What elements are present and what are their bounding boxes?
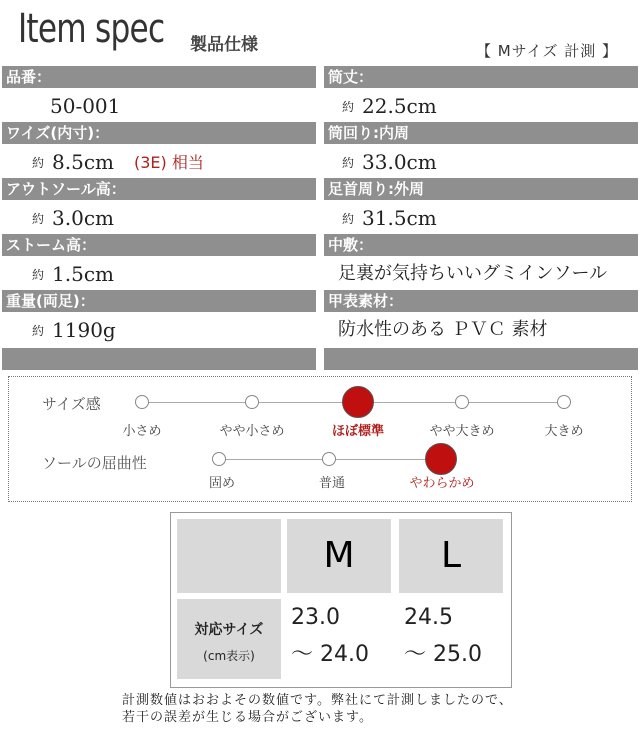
size-feel-option-label: 大きめ	[544, 424, 584, 439]
row-label: 対応サイズ	[194, 622, 264, 638]
size-range-to: ～ 24.0	[291, 642, 369, 667]
spec-value-text: 31.5cm	[362, 206, 437, 230]
footnote-line: 若干の誤差が生じる場合がございます。	[122, 710, 373, 725]
size-feel-label: サイズ感	[42, 395, 101, 413]
size-feel-option-dot	[455, 395, 469, 409]
spec-prefix: 約	[32, 212, 45, 226]
spec-value-text: 1.5cm	[52, 262, 114, 286]
row-sublabel: (cm表示)	[203, 649, 255, 663]
spec-value-text: 防水性のある ＰＶＣ 素材	[338, 319, 548, 340]
page-subtitle: 製品仕様	[190, 35, 258, 55]
spec-blank-bar	[2, 348, 316, 370]
spec-value	[324, 144, 638, 178]
spec-label: 筒回り:内周	[324, 122, 638, 144]
spec-label: 甲表素材：	[324, 290, 638, 312]
footnote	[122, 692, 513, 726]
table-corner-cell	[177, 519, 281, 593]
spec-prefix: 約	[32, 324, 45, 338]
spec-label: 足首周り:外周	[324, 178, 638, 200]
sole-flex-option-label: やわらかめ	[409, 476, 475, 491]
spec-value-text: 足裏が気持ちいいグミインソール	[338, 263, 608, 284]
spec-value-text: 8.5cm	[52, 150, 114, 174]
spec-prefix: 約	[32, 268, 45, 282]
size-range-from: 23.0	[291, 605, 340, 630]
size-feel-option-label: やや大きめ	[429, 424, 495, 439]
spec-label: ワイズ(内寸)：	[2, 122, 316, 144]
size-header-l: L	[399, 519, 503, 593]
spec-value	[2, 88, 316, 122]
spec-value	[324, 200, 638, 234]
measure-note: 【 Mサイズ 計測 】	[475, 42, 618, 60]
spec-column-left	[2, 66, 316, 370]
spec-value	[324, 312, 638, 346]
size-header-m: M	[287, 519, 391, 593]
spec-label: ストーム高：	[2, 234, 316, 256]
size-table	[170, 512, 512, 688]
spec-label: 品番：	[2, 66, 316, 88]
spec-prefix: 約	[342, 100, 355, 114]
spec-value	[2, 312, 316, 346]
size-range-from: 24.5	[404, 605, 453, 630]
spec-note: (3E) 相当	[134, 153, 204, 172]
size-feel-selected-marker	[342, 386, 374, 418]
spec-prefix: 約	[32, 156, 45, 170]
spec-value	[2, 200, 316, 234]
size-feel-option-dot	[245, 395, 259, 409]
sole-flex-label: ソールの屈曲性	[42, 454, 147, 472]
sole-flex-option-dot	[212, 452, 226, 466]
size-feel-option-label: 小さめ	[122, 424, 162, 439]
spec-value	[324, 256, 638, 290]
spec-value	[2, 144, 316, 178]
size-feel-option-label: やや小さめ	[219, 424, 285, 439]
size-feel-option-dot	[135, 395, 149, 409]
spec-blank-bar	[324, 348, 638, 370]
spec-prefix: 約	[342, 212, 355, 226]
spec-value	[324, 88, 638, 122]
sole-flex-option-dot	[322, 452, 336, 466]
spec-prefix: 約	[342, 156, 355, 170]
spec-value-text: 1190g	[52, 318, 116, 342]
size-range-to: ～ 25.0	[404, 642, 482, 667]
spec-value-text: 50-001	[50, 94, 121, 118]
footnote-line: 計測数値はおおよその数値です。弊社にて計測しましたので、	[122, 693, 513, 708]
page-title: Item spec	[18, 6, 165, 52]
row-label-cell	[177, 599, 281, 679]
spec-value-text: 33.0cm	[362, 150, 437, 174]
spec-label: 中敷：	[324, 234, 638, 256]
spec-label: 筒丈：	[324, 66, 638, 88]
spec-value-text: 3.0cm	[52, 206, 114, 230]
spec-value-text: 22.5cm	[362, 94, 437, 118]
sole-flex-option-label: 普通	[318, 476, 346, 491]
spec-label: アウトソール高：	[2, 178, 316, 200]
spec-label: 重量(両足)：	[2, 290, 316, 312]
sole-flex-option-label: 固め	[208, 476, 236, 491]
sole-flex-selected-marker	[425, 443, 457, 475]
size-feel-option-label: ほぼ標準	[331, 424, 385, 439]
size-feel-option-dot	[557, 395, 571, 409]
spec-column-right	[324, 66, 638, 370]
spec-value	[2, 256, 316, 290]
